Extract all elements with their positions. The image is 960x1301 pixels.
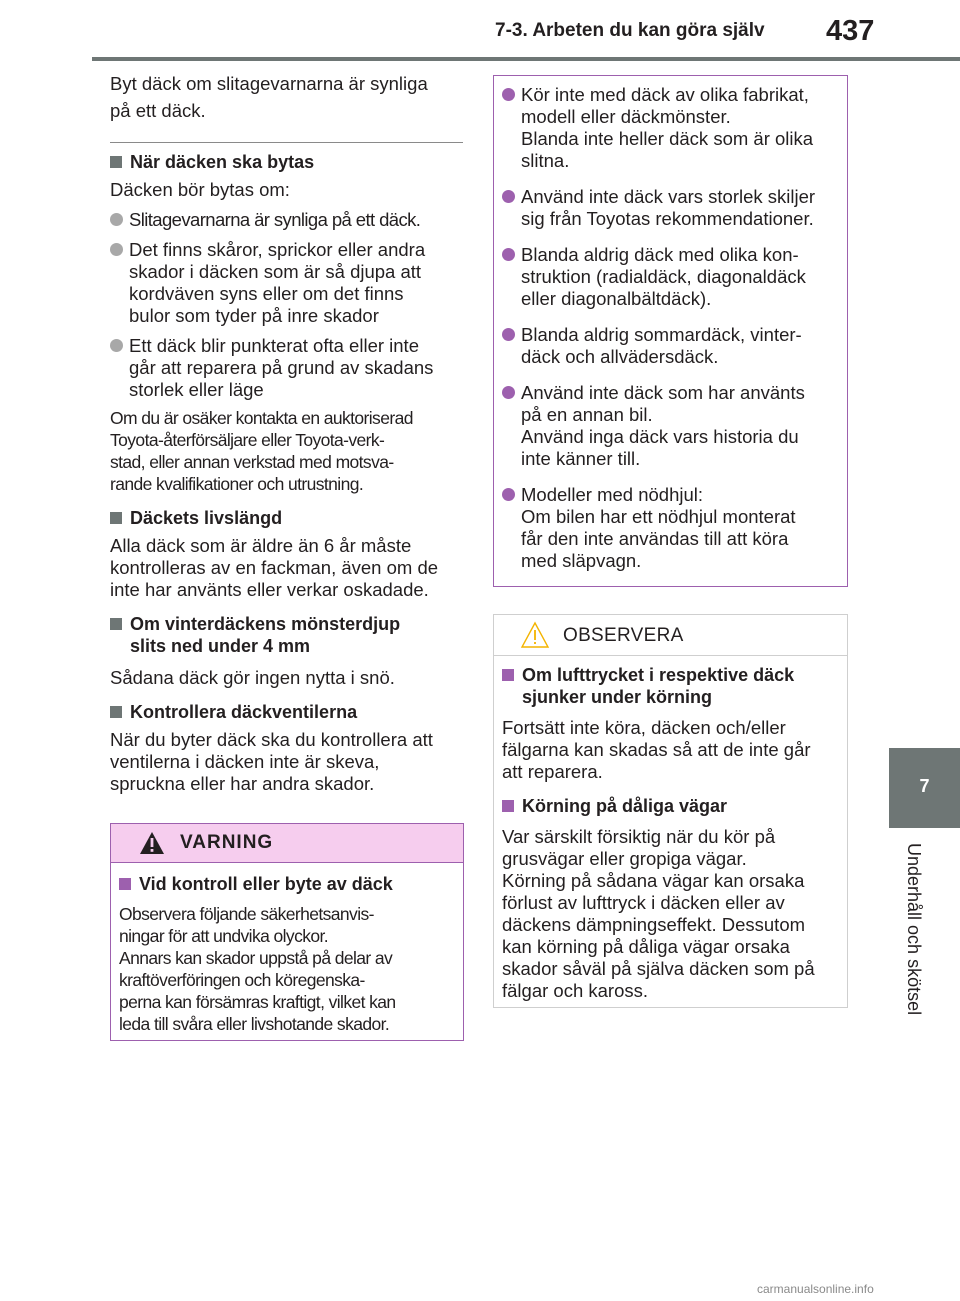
section-heading-tire-lifetime: Däckets livslängd <box>110 507 463 529</box>
list-item: Kör inte med däck av olika fabrikat, modell eller däckmönster. Blanda inte heller däck som är olika slitna. <box>502 84 839 172</box>
section-heading-winter-tread: Om vinterdäckens mönsterdjup slits ned under 4 mm <box>110 613 463 657</box>
bullet-dot-icon <box>110 243 123 256</box>
paragraph: Fortsätt inte köra, däcken och/eller fälgarna kan skadas så att de inte går att reparera. <box>502 717 811 782</box>
bullet-dot-icon <box>502 488 515 501</box>
paragraph: Om du är osäker kontakta en auktoriserad Toyota-återförsäljare eller Toyota-verk- stad, eller annan verkstad med motsva- rande kvalifikationer och utrustning. <box>110 408 413 494</box>
square-bullet-icon <box>110 156 122 168</box>
header-rule <box>92 57 960 61</box>
list-item: Det finns skåror, sprickor eller andra skador i däcken som är så djupa att kordväven syns eller om det finns bulor som tyder på inre skador <box>110 239 463 327</box>
list-item: Modeller med nödhjul: Om bilen har ett nödhjul monterat får den inte användas till att köra med släpvagn. <box>502 484 839 572</box>
warning-header <box>111 824 463 863</box>
list-item: Använd inte däck som har använts på en annan bil. Använd inga däck vars historia du inte känner till. <box>502 382 839 470</box>
square-bullet-icon <box>502 669 514 681</box>
warning-box-continued <box>493 75 848 587</box>
list-item: Slitagevarnarna är synliga på ett däck. <box>110 209 463 231</box>
square-bullet-icon <box>110 512 122 524</box>
notice-heading-bad-roads: Körning på dåliga vägar <box>502 795 839 817</box>
paragraph: Var särskilt försiktig när du kör på grusvägar eller gropiga vägar. Körning på sådana vägar kan orsaka förlust av lufttryck i däcken eller av däckens dämpningseffekt. Dessutom kan körning på dåliga vägar orsaka skador såväl på själva däcken som på fälgar och kaross. <box>502 826 815 1001</box>
warning-title: VARNING <box>180 832 274 853</box>
square-bullet-icon <box>110 706 122 718</box>
square-bullet-icon <box>502 800 514 812</box>
paragraph: Alla däck som är äldre än 6 år måste kontrolleras av en fackman, även om de inte har använts eller verkar oskadade. <box>110 535 439 600</box>
bullet-dot-icon <box>502 386 515 399</box>
list-item: Använd inte däck vars storlek skiljer sig från Toyotas rekommendationer. <box>502 186 839 230</box>
notice-body <box>494 656 847 1002</box>
warning-triangle-icon <box>139 831 165 855</box>
list-item: Blanda aldrig däck med olika kon- struktion (radialdäck, diagonaldäck eller diagonalbältdäck). <box>502 244 839 310</box>
square-bullet-icon <box>119 878 131 890</box>
bullet-dot-icon <box>502 248 515 261</box>
intro-text: Byt däck om slitagevarnarna är synliga på ett däck. <box>110 73 428 121</box>
notice-box <box>493 614 848 1008</box>
page-header <box>0 0 960 60</box>
paragraph: Däcken bör bytas om: <box>110 179 290 200</box>
notice-title: OBSERVERA <box>563 625 684 646</box>
bullet-dot-icon <box>502 88 515 101</box>
chapter-tab <box>889 748 960 828</box>
square-bullet-icon <box>110 618 122 630</box>
bullet-dot-icon <box>110 339 123 352</box>
bullet-dot-icon <box>110 213 123 226</box>
notice-heading-pressure-drop: Om lufttrycket i respektive däck sjunker under körning <box>502 664 839 708</box>
bullet-dot-icon <box>502 190 515 203</box>
warning-heading: Vid kontroll eller byte av däck <box>119 873 455 895</box>
warning-box <box>110 823 464 1041</box>
list-item: Blanda aldrig sommardäck, vinter- däck och allvädersdäck. <box>502 324 839 368</box>
notice-header <box>494 615 847 656</box>
warning-body <box>111 863 463 1035</box>
warning-text: Observera följande säkerhetsanvis- ningar för att undvika olyckor. Annars kan skador uppstå på delar av kraftöverföringen och köregenska- perna kan försämras kraftigt, vilket kan leda till svåra eller livshotande skador. <box>119 904 396 1034</box>
caution-triangle-icon <box>520 621 550 649</box>
section-title: 7-3. Arbeten du kan göra själv <box>495 20 765 41</box>
list-item: Ett däck blir punkterat ofta eller inte går att reparera på grund av skadans storlek eller läge <box>110 335 463 401</box>
left-column <box>110 70 463 795</box>
bullet-dot-icon <box>502 328 515 341</box>
page-number: 437 <box>826 15 875 47</box>
paragraph: Sådana däck gör ingen nytta i snö. <box>110 667 395 688</box>
section-heading-check-valves: Kontrollera däckventilerna <box>110 701 463 723</box>
divider <box>110 142 463 143</box>
chapter-number: 7 <box>919 776 930 796</box>
section-heading-when-to-replace: När däcken ska bytas <box>110 151 463 173</box>
chapter-label: Underhåll och skötsel <box>904 843 924 1016</box>
watermark: carmanualsonline.info <box>757 1282 874 1296</box>
paragraph: När du byter däck ska du kontrollera att ventilerna i däcken inte är skeva, spruckna eller har andra skador. <box>110 729 433 794</box>
